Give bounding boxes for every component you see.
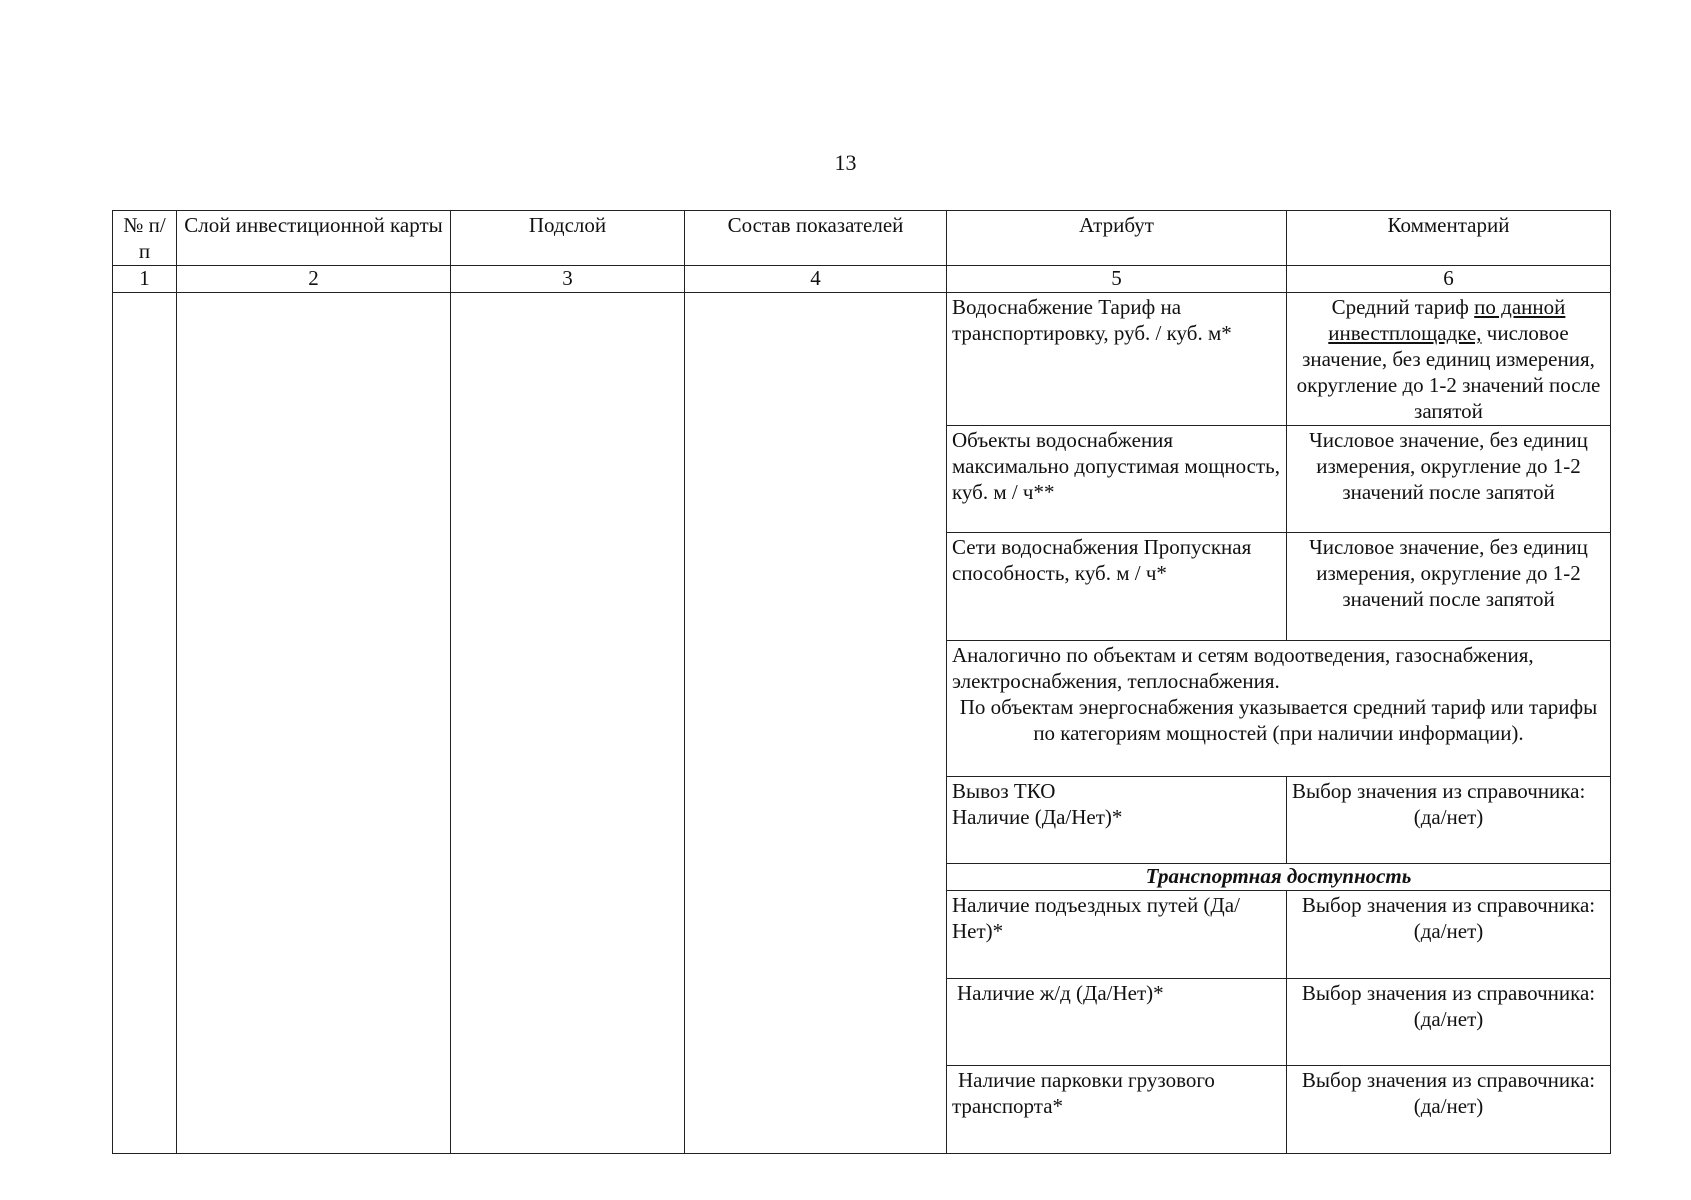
waste-removal-availability: Наличие (Да/Нет)* (952, 805, 1123, 830)
comment-text: Выбор значения из справочника: (1301, 893, 1596, 918)
truck-parking-title-end: транспорта* (952, 1093, 1064, 1118)
header-sublayer: Подслой (451, 211, 685, 266)
comment-text: (да/нет) (1413, 805, 1484, 830)
water-tariff-comment (1287, 293, 1611, 426)
column-number-6: 6 (1287, 266, 1611, 293)
truck-parking-title: Наличие парковки грузового (958, 1067, 1215, 1092)
similar-note-line-1: Аналогично по объектам и сетям водоотведения, газоснабжения, электроснабжения, теплоснабжения. (952, 642, 1534, 693)
column-number-5: 5 (947, 266, 1287, 293)
comment-text: (да/нет) (1413, 919, 1484, 944)
indicators-cell-empty (685, 293, 947, 1154)
waste-removal-title: Вывоз ТКО (952, 779, 1056, 804)
comment-text: Выбор значения из справочника: (1301, 980, 1596, 1005)
comment-text: (да/нет) (1413, 1006, 1484, 1031)
water-capacity-comment: Числовое значение, без единиц измерения, округление до 1-2 значений после запятой (1287, 426, 1611, 532)
column-number-2: 2 (177, 266, 451, 293)
comment-text: Выбор значения из справочника: (1301, 1067, 1596, 1092)
water-tariff-attribute: Водоснабжение Тариф на транспортировку, руб. / куб. м* (947, 293, 1287, 426)
waste-removal-attribute (947, 777, 1287, 864)
similar-note-cell (947, 640, 1611, 776)
header-row (113, 211, 1611, 266)
comment-underlined-text: по данной (1474, 295, 1566, 320)
railway-attribute: Наличие ж/д (Да/Нет)* (947, 978, 1287, 1065)
number-cell-empty (113, 293, 177, 1154)
comment-text: числовое значение, без единиц измерения, округление до 1-2 значений после запятой (1296, 321, 1601, 424)
investment-map-table (112, 210, 1611, 1154)
sublayer-cell-empty (451, 293, 685, 1154)
water-network-attribute: Сети водоснабжения Пропускная способность, куб. м / ч* (947, 532, 1287, 640)
railway-comment (1287, 978, 1611, 1065)
column-number-1: 1 (113, 266, 177, 293)
header-indicators: Состав показателей (685, 211, 947, 266)
column-number-3: 3 (451, 266, 685, 293)
header-attribute: Атрибут (947, 211, 1287, 266)
table-row (113, 293, 1611, 426)
truck-parking-comment (1287, 1065, 1611, 1153)
layer-cell-empty (177, 293, 451, 1154)
waste-removal-comment (1287, 777, 1611, 864)
header-comment: Комментарий (1287, 211, 1611, 266)
water-capacity-attribute: Объекты водоснабжения максимально допустимая мощность, куб. м / ч** (947, 426, 1287, 532)
comment-text: Выбор значения из справочника: (1292, 779, 1586, 804)
comment-text: Средний тариф (1331, 295, 1469, 320)
comment-text: (да/нет) (1413, 1093, 1484, 1118)
truck-parking-attribute (947, 1065, 1287, 1153)
water-network-comment: Числовое значение, без единиц измерения, округление до 1-2 значений после запятой (1287, 532, 1611, 640)
similar-note-line-2: По объектам энергоснабжения указывается средний тариф или тарифы по категориям мощностей (при наличии информации). (959, 694, 1598, 745)
page-number: 13 (834, 150, 857, 175)
access-roads-comment (1287, 891, 1611, 978)
column-number-row (113, 266, 1611, 293)
header-layer: Слой инвестиционной карты (177, 211, 451, 266)
transport-heading: Транспортная доступность (947, 864, 1611, 891)
header-number: № п/п (113, 211, 177, 266)
access-roads-attribute: Наличие подъездных путей (Да/Нет)* (947, 891, 1287, 978)
column-number-4: 4 (685, 266, 947, 293)
comment-underlined-text: инвестплощадке, (1328, 321, 1482, 346)
